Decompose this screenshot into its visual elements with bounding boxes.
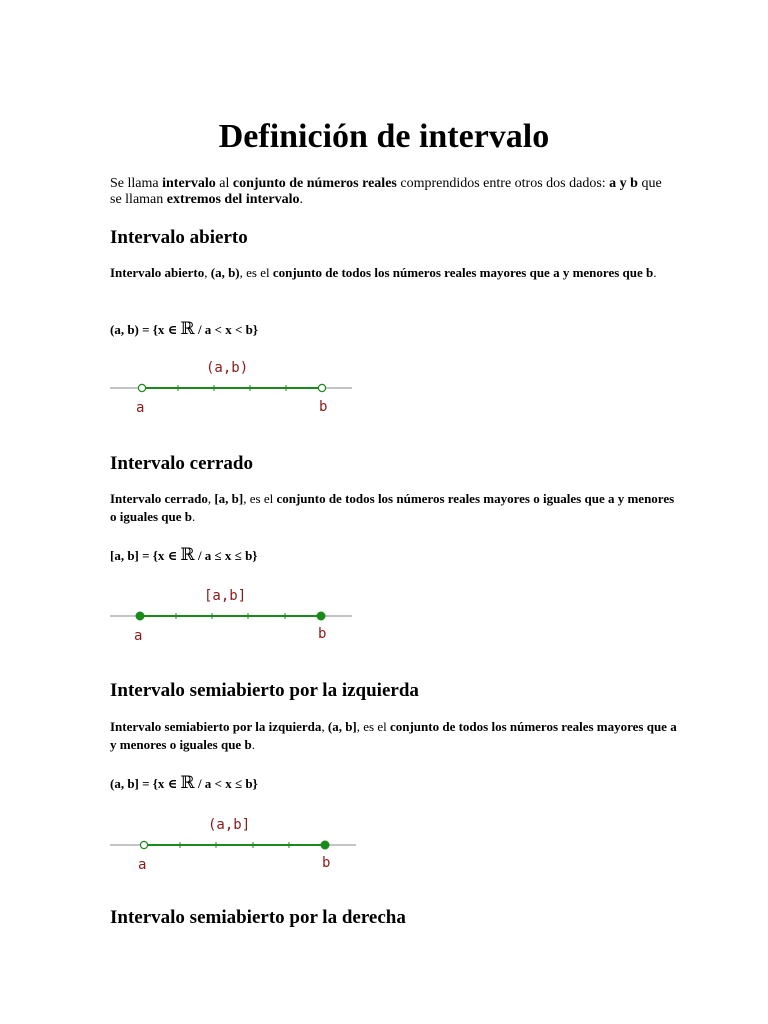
section-heading-half-open-left: Intervalo semiabierto por la izquierda bbox=[110, 680, 419, 701]
definition-text: , bbox=[321, 719, 328, 734]
definition-text: . bbox=[192, 509, 196, 524]
formula-text: (a, b) = {x ∈ bbox=[110, 322, 181, 337]
formula-text: / a ≤ x ≤ b} bbox=[194, 548, 258, 563]
number-line-open bbox=[108, 355, 358, 417]
intro-text: comprendidos entre otros dos dados: bbox=[396, 176, 610, 191]
intro-text: al bbox=[215, 176, 233, 191]
formula-text: / a < x ≤ b} bbox=[194, 776, 258, 791]
definition-term: Intervalo cerrado bbox=[110, 491, 208, 506]
reals-symbol: ℝ bbox=[180, 545, 195, 565]
endpoint-label-a: a bbox=[138, 857, 147, 873]
number-line-half-open-left bbox=[108, 812, 364, 874]
definition-notation: (a, b] bbox=[327, 719, 357, 734]
formula-text: (a, b] = {x ∈ bbox=[110, 776, 181, 791]
intro-bold: intervalo bbox=[162, 176, 216, 191]
formula-text: / a < x < b} bbox=[194, 322, 258, 337]
number-line-closed bbox=[108, 583, 358, 645]
formula-open bbox=[110, 319, 258, 339]
interval-label: [a,b] bbox=[204, 588, 247, 604]
definition-text: , es el bbox=[239, 265, 273, 280]
definition-text: , es el bbox=[356, 719, 390, 734]
definition-notation: [a, b] bbox=[214, 491, 244, 506]
definition-term: Intervalo semiabierto por la izquierda bbox=[110, 719, 322, 734]
reals-symbol: ℝ bbox=[180, 773, 195, 793]
closed-endpoint-b bbox=[321, 841, 329, 849]
open-endpoint-a bbox=[138, 384, 145, 391]
endpoint-label-b: b bbox=[319, 399, 328, 415]
definition-body: conjunto de todos los números reales mayores o iguales que a y menores o iguales que b bbox=[110, 491, 675, 524]
intro-paragraph bbox=[110, 176, 670, 208]
definition-text: , bbox=[207, 491, 215, 506]
definition-body: conjunto de todos los números reales mayores que a y menores que b bbox=[272, 265, 654, 280]
endpoint-label-a: a bbox=[134, 628, 143, 644]
intro-text: Se llama bbox=[110, 176, 163, 191]
formula-half-open-left bbox=[110, 773, 258, 793]
intro-text: que se llaman bbox=[110, 176, 662, 207]
endpoint-label-a: a bbox=[136, 400, 145, 416]
closed-endpoint-b bbox=[317, 612, 325, 620]
definition-notation: (a, b) bbox=[210, 265, 240, 280]
formula-text: [a, b] = {x ∈ bbox=[110, 548, 181, 563]
interval-label: (a,b] bbox=[208, 817, 251, 833]
closed-endpoint-a bbox=[136, 612, 144, 620]
reals-symbol: ℝ bbox=[180, 319, 195, 339]
open-endpoint-b bbox=[318, 384, 325, 391]
intro-bold: conjunto de números reales bbox=[232, 176, 397, 191]
open-endpoint-a bbox=[140, 841, 147, 848]
definition-text: , bbox=[204, 265, 211, 280]
definition-text: . bbox=[251, 737, 255, 752]
formula-closed bbox=[110, 545, 257, 565]
page-title: Definición de intervalo bbox=[218, 118, 550, 155]
endpoint-label-b: b bbox=[322, 855, 331, 871]
intro-text: . bbox=[299, 192, 303, 207]
section-heading-closed: Intervalo cerrado bbox=[110, 453, 253, 474]
section-heading-open: Intervalo abierto bbox=[110, 227, 248, 248]
section-heading-half-open-right: Intervalo semiabierto por la derecha bbox=[110, 907, 406, 928]
definition-body: conjunto de todos los números reales mayores que a y menores o iguales que b bbox=[110, 719, 677, 752]
intro-bold: a y b bbox=[609, 176, 638, 191]
definition-text: , es el bbox=[243, 491, 277, 506]
definition-half-open-left bbox=[110, 718, 680, 754]
definition-term: Intervalo abierto bbox=[110, 265, 205, 280]
definition-open bbox=[110, 264, 680, 282]
definition-closed bbox=[110, 490, 680, 526]
intro-bold: extremos del intervalo bbox=[166, 192, 300, 207]
interval-label: (a,b) bbox=[206, 360, 249, 376]
endpoint-label-b: b bbox=[318, 626, 327, 642]
definition-text: . bbox=[653, 265, 657, 280]
